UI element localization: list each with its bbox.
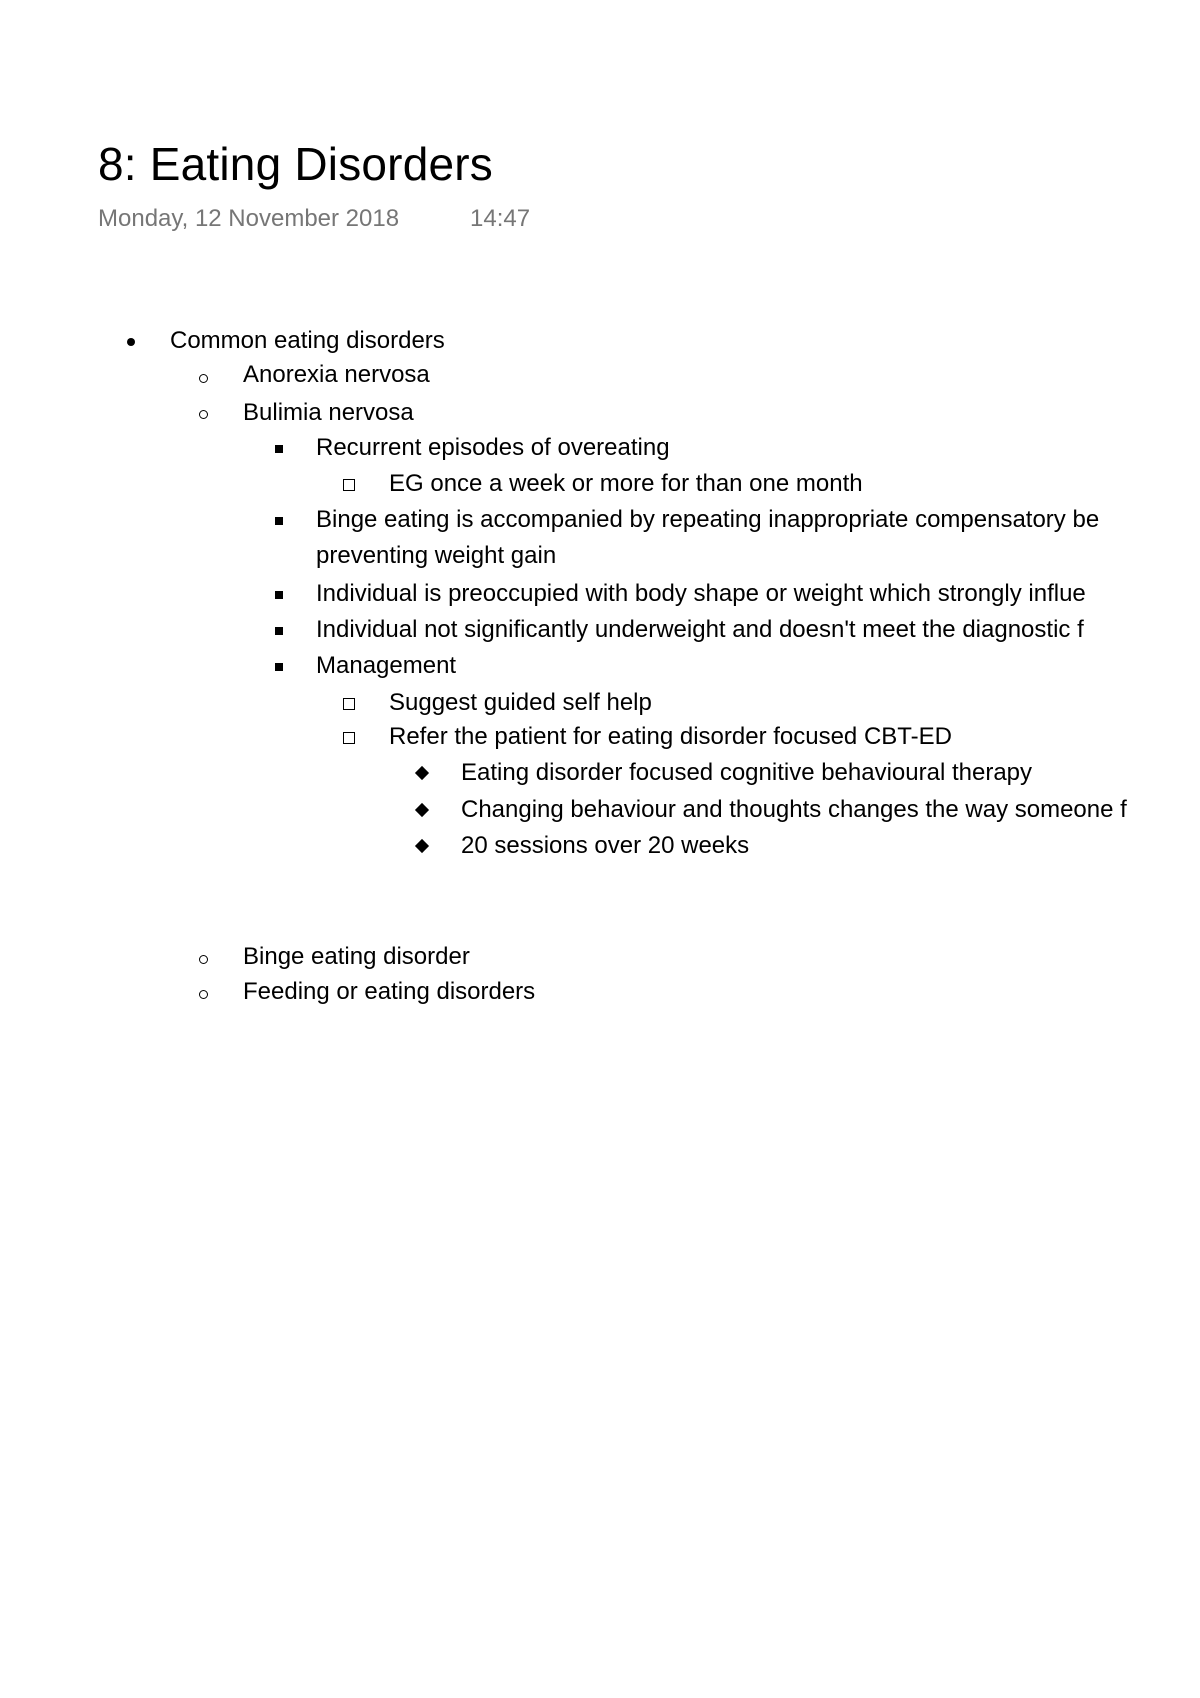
bullet-diamond-icon	[415, 803, 429, 817]
outline-item-cbt-definition: Eating disorder focused cognitive behavioural therapy	[461, 759, 1033, 786]
outline-item-eg-once-a-week: EG once a week or more for than one month	[389, 470, 863, 497]
outline-item-binge-eating-compensatory: Binge eating is accompanied by repeating inappropriate compensatory be	[316, 506, 1100, 533]
outline-item-binge-eating-continuation: preventing weight gain	[316, 542, 557, 569]
bullet-hollow-square-icon	[343, 732, 355, 744]
outline-item-twenty-sessions: 20 sessions over 20 weeks	[461, 832, 750, 859]
bullet-hollow-square-icon	[343, 698, 355, 710]
outline-item-refer-cbt-ed: Refer the patient for eating disorder focused CBT-ED	[389, 723, 952, 750]
outline-item-bulimia-nervosa: Bulimia nervosa	[243, 399, 414, 426]
page-title: 8: Eating Disorders	[98, 138, 493, 190]
outline-item-common-eating-disorders: Common eating disorders	[170, 327, 445, 354]
page-time: 14:47	[470, 205, 531, 232]
outline-item-preoccupied-body-shape: Individual is preoccupied with body shape or weight which strongly influe	[316, 580, 1086, 607]
bullet-hollow-square-icon	[343, 479, 355, 491]
bullet-circle-icon	[199, 410, 208, 419]
bullet-circle-icon	[199, 990, 208, 999]
bullet-square-icon	[275, 663, 283, 671]
outline-item-binge-eating-disorder: Binge eating disorder	[243, 943, 470, 970]
bullet-disc-icon	[127, 338, 135, 346]
bullet-square-icon	[275, 591, 283, 599]
bullet-diamond-icon	[415, 766, 429, 780]
bullet-circle-icon	[199, 955, 208, 964]
outline-item-feeding-or-eating-disorders: Feeding or eating disorders	[243, 978, 536, 1005]
outline-item-guided-self-help: Suggest guided self help	[389, 689, 652, 716]
outline-item-anorexia-nervosa: Anorexia nervosa	[243, 361, 430, 388]
bullet-square-icon	[275, 517, 283, 525]
page-date: Monday, 12 November 2018	[98, 205, 400, 232]
outline-item-not-underweight: Individual not significantly underweight and doesn't meet the diagnostic f	[316, 616, 1084, 643]
outline-item-changing-behaviour: Changing behaviour and thoughts changes the way someone f	[461, 796, 1127, 823]
bullet-square-icon	[275, 445, 283, 453]
outline-item-management: Management	[316, 652, 457, 679]
outline-item-recurrent-episodes: Recurrent episodes of overeating	[316, 434, 670, 461]
bullet-diamond-icon	[415, 839, 429, 853]
bullet-square-icon	[275, 627, 283, 635]
bullet-circle-icon	[199, 374, 208, 383]
